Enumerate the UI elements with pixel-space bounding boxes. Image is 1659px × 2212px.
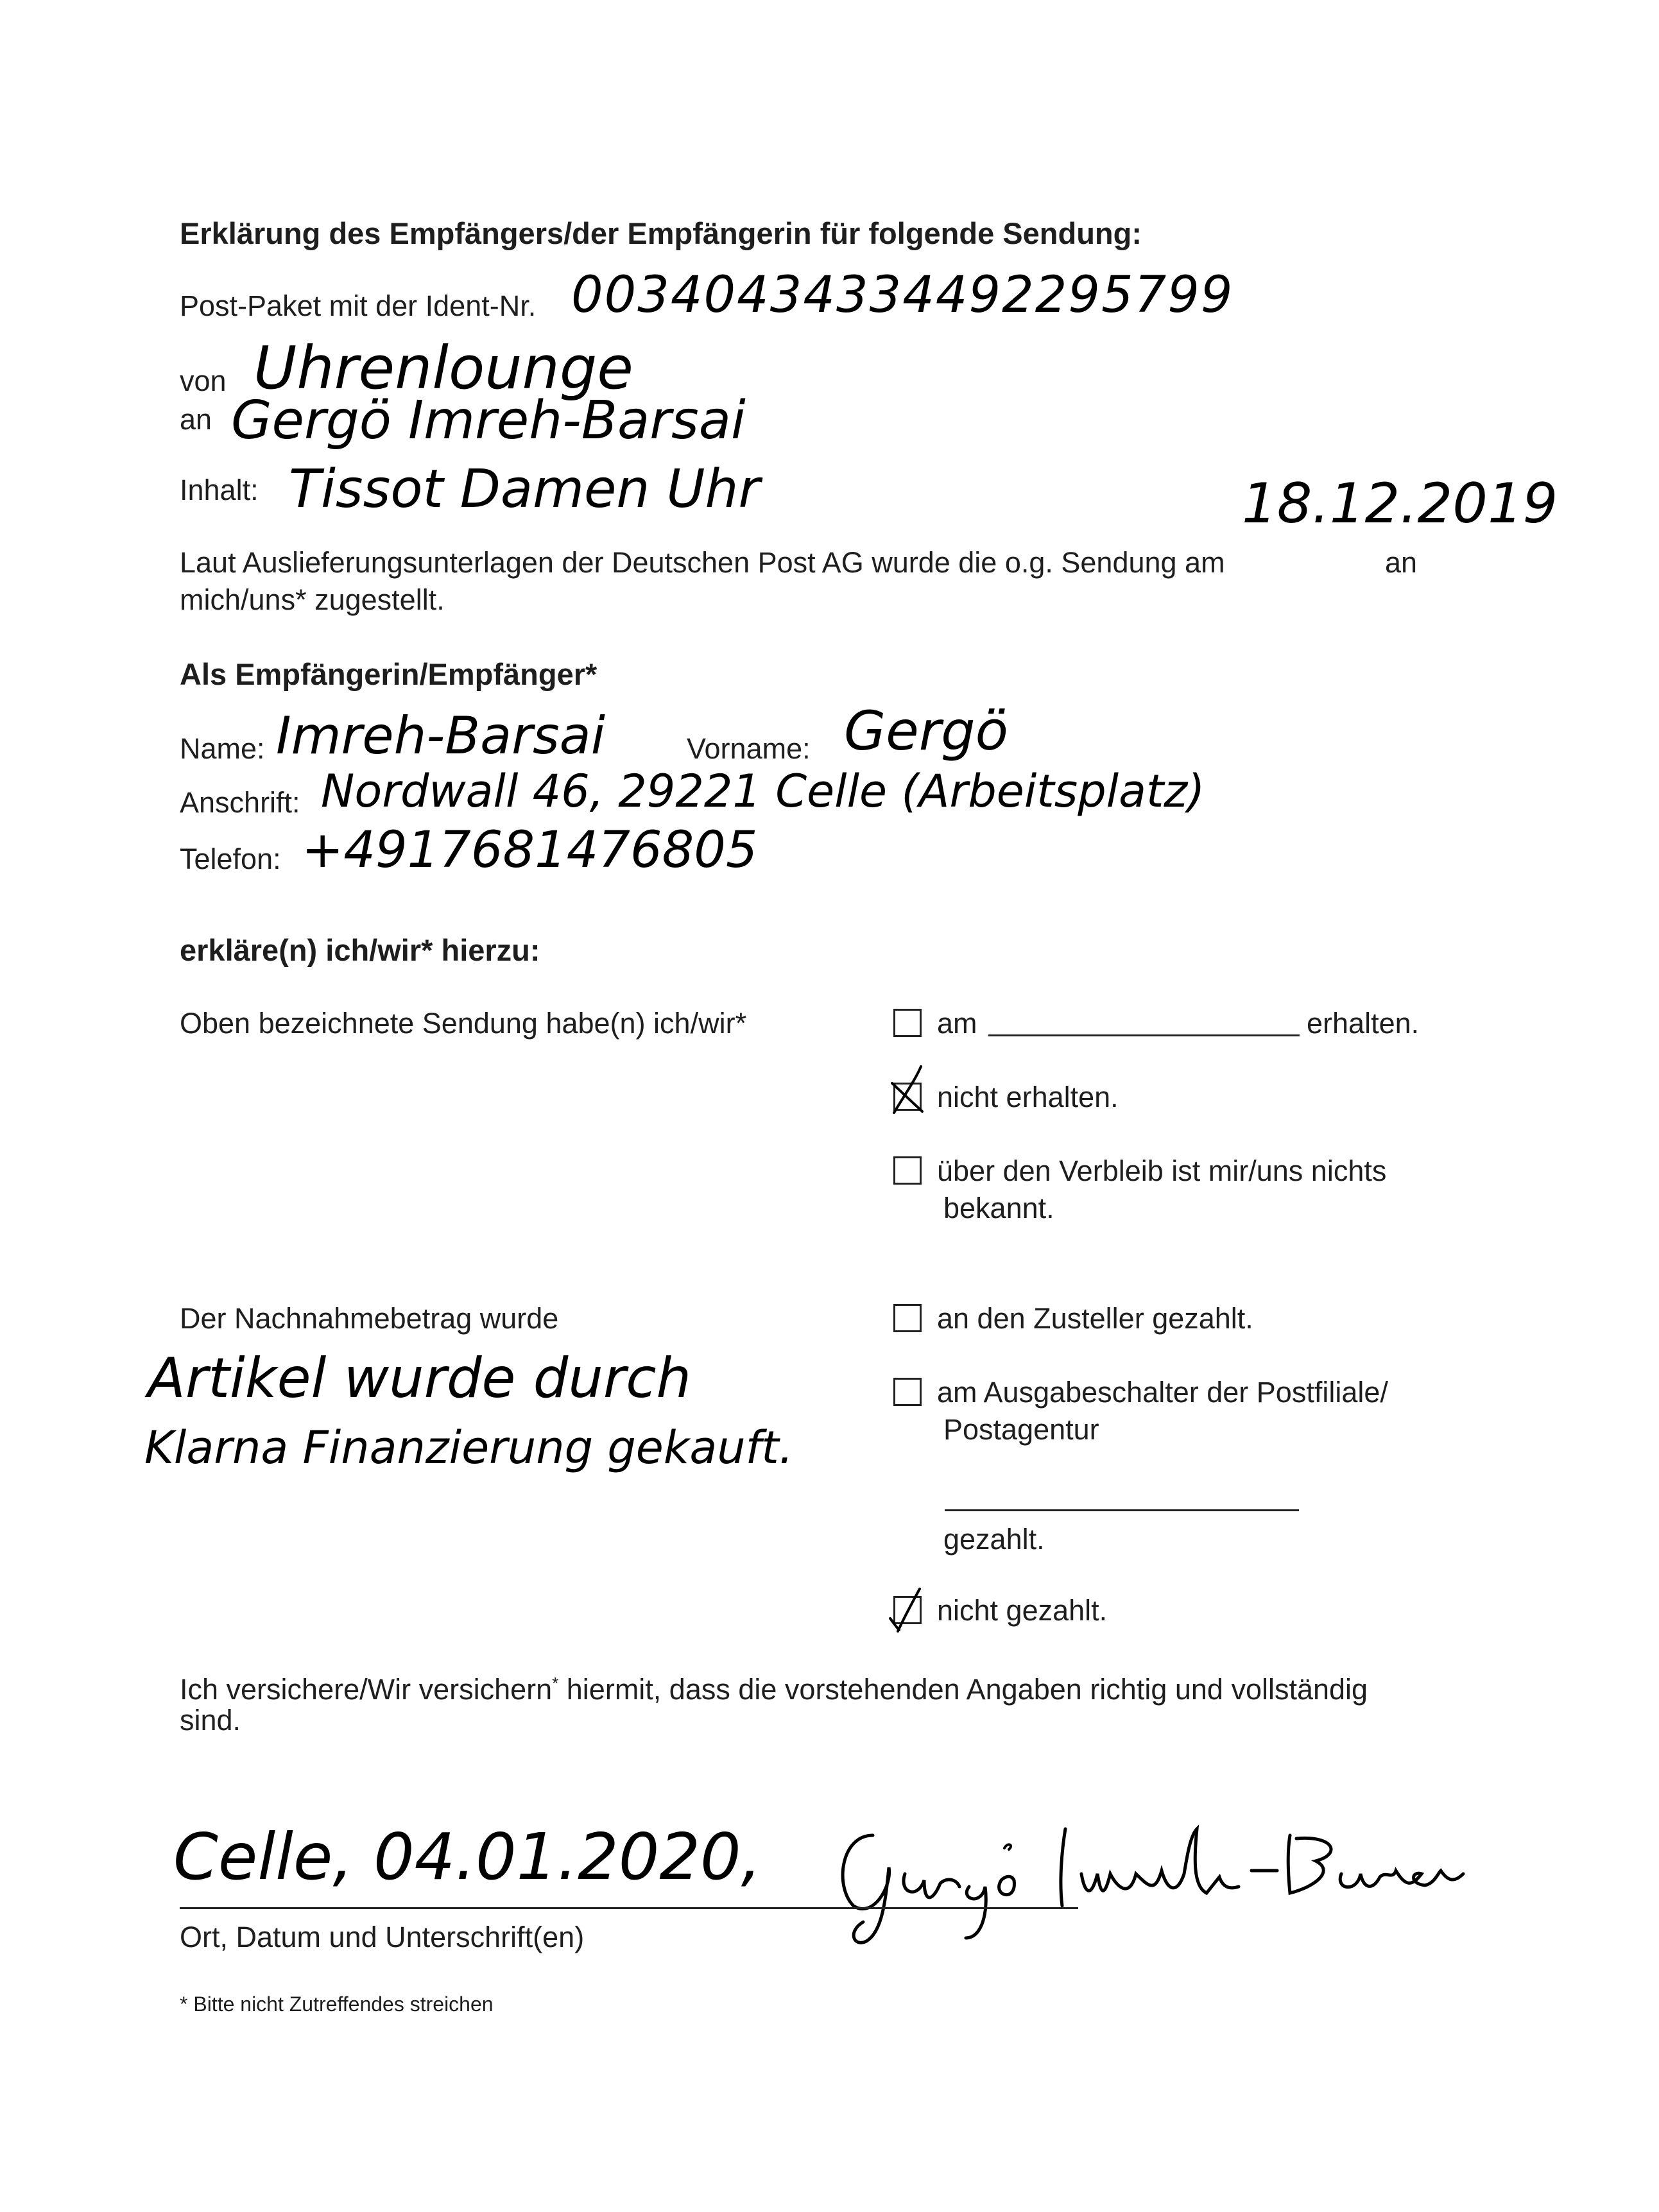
delivery-date-value[interactable]: 18.12.2019: [1242, 472, 1558, 536]
anschrift-label: Anschrift:: [180, 786, 300, 819]
versicherung-line1: [180, 1665, 1368, 1708]
signature-label: Ort, Datum und Unterschrift(en): [180, 1921, 585, 1953]
opt-nicht-gezahlt-label: nicht gezahlt.: [937, 1594, 1108, 1627]
opt-verbleib-line2: bekannt.: [943, 1192, 1054, 1224]
checkbox-erhalten[interactable]: [893, 1009, 922, 1037]
declare-heading: erkläre(n) ich/wir* hierzu:: [180, 933, 540, 967]
checkbox-nicht-gezahlt[interactable]: [893, 1596, 922, 1624]
versicherung-line2: sind.: [180, 1704, 241, 1736]
recipient-heading: Als Empfängerin/Empfänger*: [180, 657, 597, 691]
ident-value[interactable]: 00340434334492295799: [571, 266, 1234, 324]
an-label: an: [180, 403, 212, 436]
note-line1[interactable]: Artikel wurde durch: [148, 1346, 692, 1410]
telefon-label: Telefon:: [180, 843, 281, 875]
von-label: von: [180, 364, 227, 397]
signature-place-date[interactable]: Celle, 04.01.2020,: [173, 1819, 762, 1894]
versicherung-part-a: Ich versichere/Wir versichern: [180, 1673, 553, 1706]
erhalten-date-line[interactable]: [988, 1034, 1300, 1036]
laut-text-an: an: [1385, 546, 1418, 579]
checkbox-verbleib[interactable]: [893, 1156, 922, 1185]
checkbox-zusteller[interactable]: [893, 1304, 922, 1332]
inhalt-value[interactable]: Tissot Damen Uhr: [289, 459, 761, 520]
opt-erhalten-label: erhalten.: [1307, 1007, 1420, 1040]
versicherung-star: *: [552, 1674, 559, 1693]
sendung-label: Oben bezeichnete Sendung habe(n) ich/wir*: [180, 1007, 747, 1040]
laut-text-line2: mich/uns* zugestellt.: [180, 583, 445, 616]
opt-ausgabe-line1: am Ausgabeschalter der Postfiliale/: [937, 1376, 1388, 1409]
cross-mark-icon: [889, 1065, 927, 1117]
checkbox-ausgabe[interactable]: [893, 1378, 922, 1406]
opt-verbleib-line1: über den Verbleib ist mir/uns nichts: [937, 1154, 1387, 1187]
versicherung-part-b: hiermit, dass die vorstehenden Angaben richtig und vollständig: [558, 1673, 1368, 1706]
von-value[interactable]: Uhrenlounge: [254, 334, 633, 402]
anschrift-value[interactable]: Nordwall 46, 29221 Celle (Arbeitsplatz): [321, 765, 1205, 818]
name-label: Name:: [180, 732, 265, 765]
vorname-label: Vorname:: [687, 732, 811, 765]
name-value[interactable]: Imreh-Barsai: [276, 706, 605, 766]
laut-text-line1: Laut Auslieferungsunterlagen der Deutschen Post AG wurde die o.g. Sendung am: [180, 546, 1225, 579]
nachnahme-label: Der Nachnahmebetrag wurde: [180, 1302, 559, 1335]
handwritten-signature[interactable]: [828, 1810, 1502, 1951]
check-mark-icon: [888, 1586, 926, 1638]
opt-gezahlt-label: gezahlt.: [943, 1523, 1045, 1556]
opt-zusteller-label: an den Zusteller gezahlt.: [937, 1302, 1253, 1335]
note-line2[interactable]: Klarna Finanzierung gekauft.: [144, 1421, 793, 1474]
an-value[interactable]: Gergö Imreh-Barsai: [231, 390, 746, 451]
ausgabe-amount-line[interactable]: [945, 1509, 1299, 1511]
signature-line: [180, 1907, 1078, 1909]
telefon-value[interactable]: +4917681476805: [302, 821, 758, 879]
footnote: * Bitte nicht Zutreffendes streichen: [180, 1993, 494, 2016]
form-heading: Erklärung des Empfängers/der Empfängerin für folgende Sendung:: [180, 216, 1142, 250]
inhalt-label: Inhalt:: [180, 474, 259, 506]
ident-label: Post-Paket mit der Ident-Nr.: [180, 289, 537, 322]
opt-ausgabe-line2: Postagentur: [943, 1413, 1099, 1446]
checkbox-nicht-erhalten[interactable]: [893, 1083, 922, 1111]
vorname-value[interactable]: Gergö: [844, 699, 1009, 762]
opt-nicht-erhalten-label: nicht erhalten.: [937, 1081, 1119, 1113]
opt-am-label: am: [937, 1007, 977, 1040]
